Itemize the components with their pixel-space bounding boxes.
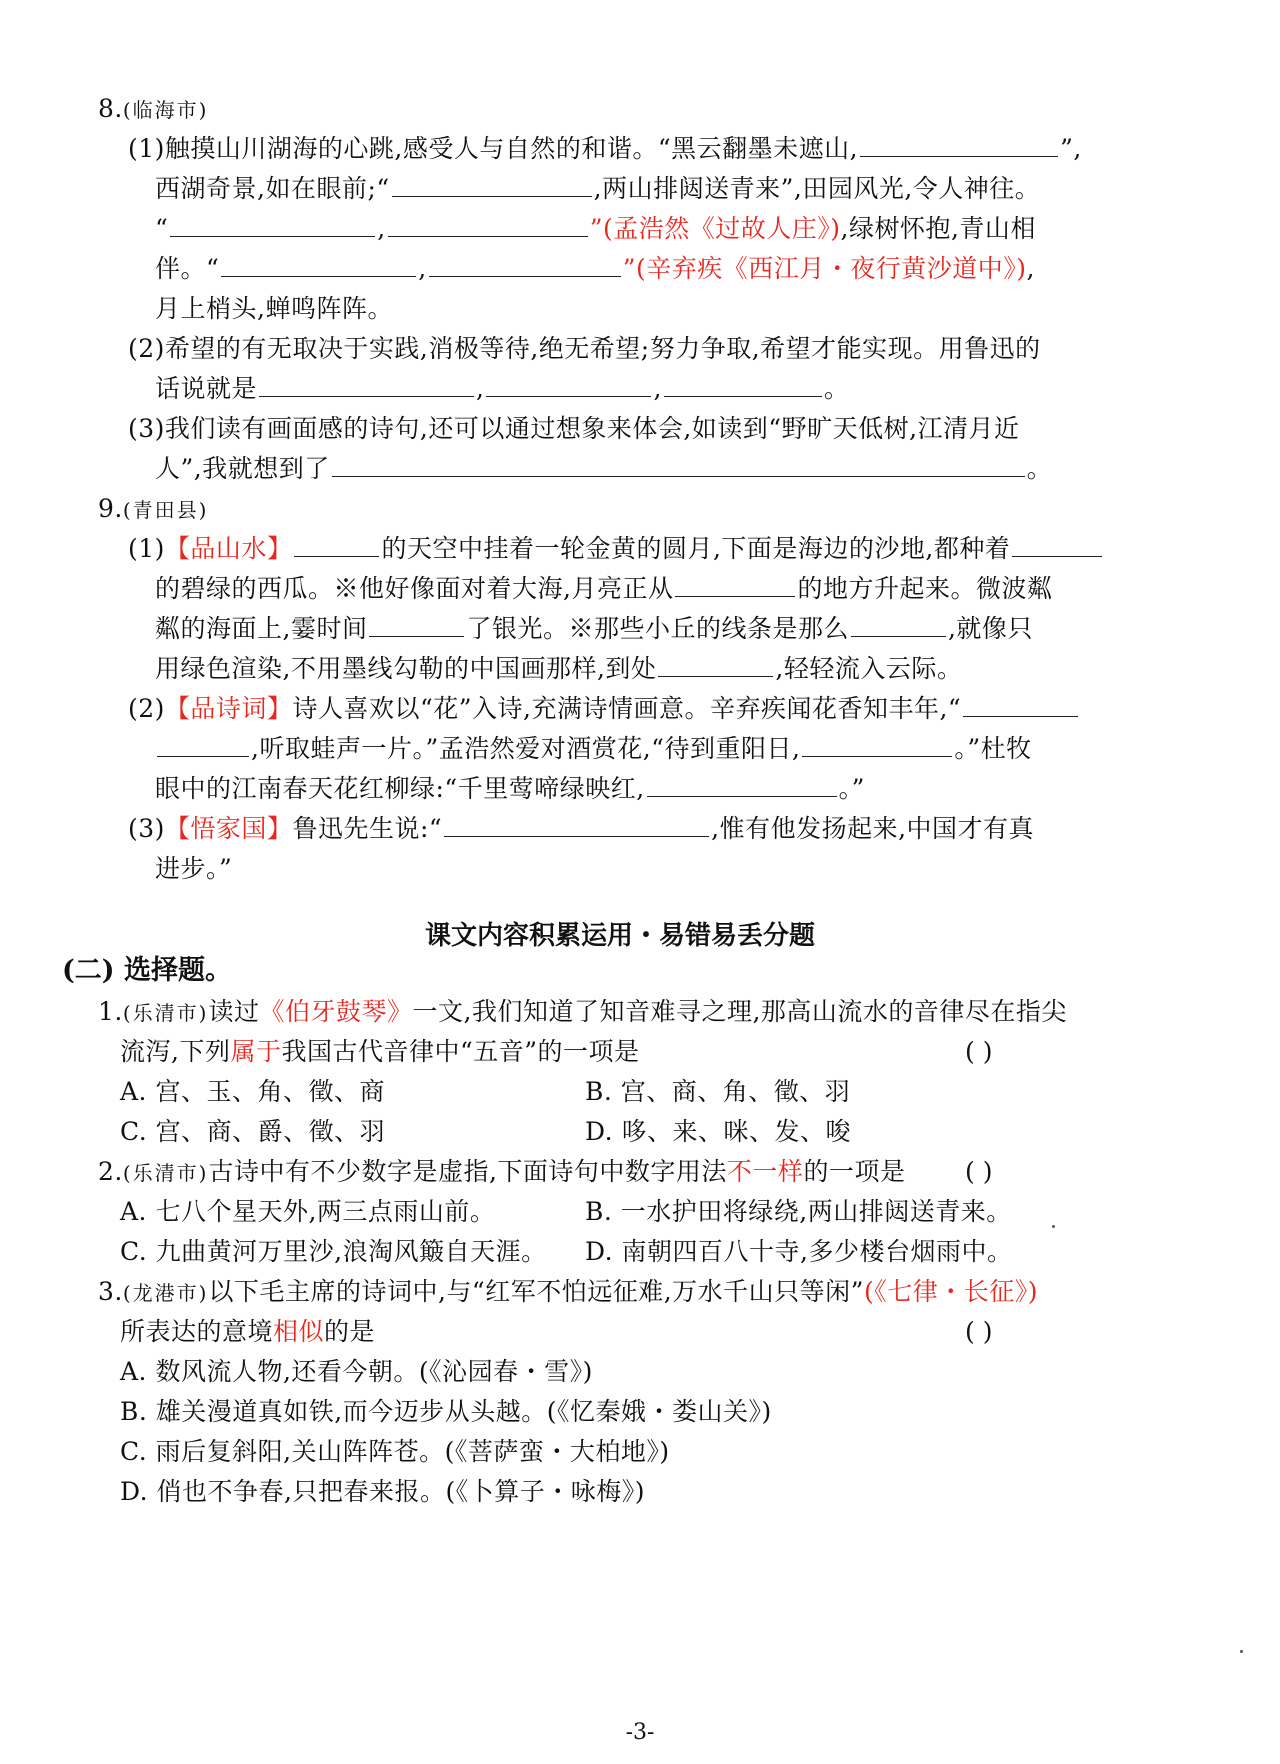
answer-parentheses[interactable]: ( ) bbox=[965, 1037, 993, 1066]
q8-p3-line1: (3)我们读有画面感的诗句,还可以通过想象来体会,如读到“野旷天低树,江清月近 bbox=[128, 414, 1020, 443]
answer-blank[interactable] bbox=[259, 374, 474, 397]
answer-blank[interactable] bbox=[444, 814, 709, 837]
answer-blank[interactable] bbox=[664, 374, 822, 397]
answer-blank[interactable] bbox=[658, 654, 773, 677]
q9-p2-line2: ,听取蛙声一片。”孟浩然爱对酒赏花,“待到重阳日, 。”杜牧 bbox=[155, 732, 1032, 766]
answer-blank[interactable] bbox=[294, 534, 379, 557]
answer-blank[interactable] bbox=[332, 454, 1025, 477]
q9-p1-line3: 粼的海面上,霎时间 了银光。※那些小丘的线条是那么 ,就像只 bbox=[155, 614, 1033, 643]
answer-blank[interactable] bbox=[860, 134, 1058, 157]
q8-p1-line1: (1)触摸山川湖海的心跳,感受人与自然的和谐。“黑云翻墨未遮山, ”, bbox=[128, 134, 1082, 163]
c2-option-b[interactable]: B. 一水护田将绿绕,两山排闼送青来。 bbox=[585, 1197, 1012, 1226]
category-tag: 【品山水】 bbox=[164, 534, 293, 563]
answer-blank[interactable] bbox=[802, 734, 952, 757]
answer-blank[interactable] bbox=[429, 254, 621, 277]
answer-parentheses[interactable]: ( ) bbox=[965, 1157, 993, 1186]
q9-number: 9. bbox=[98, 494, 123, 523]
c2-line1: 2.(乐清市)古诗中有不少数字是虚指,下面诗句中数字用法不一样的一项是 bbox=[98, 1157, 906, 1186]
page-number: -3- bbox=[625, 1720, 655, 1745]
c2-option-d[interactable]: D. 南朝四百八十寺,多少楼台烟雨中。 bbox=[585, 1237, 1013, 1266]
q9-header bbox=[98, 492, 208, 526]
c3-option-c[interactable]: C. 雨后复斜阳,关山阵阵苍。(《菩萨蛮・大柏地》) bbox=[120, 1437, 670, 1466]
q9-p3-line2: 进步。” bbox=[155, 854, 233, 883]
q9-p3-line1: (3)【悟家国】鲁迅先生说:“ ,惟有他发扬起来,中国才有真 bbox=[128, 814, 1035, 843]
q8-p1-line5: 月上梢头,蝉鸣阵阵。 bbox=[155, 294, 393, 323]
q8-p2-line2: 话说就是 , , 。 bbox=[155, 374, 850, 403]
q8-p1-line2: 西湖奇景,如在眼前;“ ,两山排闼送青来”,田园风光,令人神往。 bbox=[155, 174, 1041, 203]
answer-blank[interactable] bbox=[157, 734, 249, 757]
c3-line2: 所表达的意境相似的是 bbox=[120, 1317, 376, 1346]
answer-blank[interactable] bbox=[388, 214, 588, 237]
category-tag: 【悟家国】 bbox=[164, 814, 293, 843]
answer-blank[interactable] bbox=[851, 614, 946, 637]
answer-blank[interactable] bbox=[647, 774, 837, 797]
answer-blank[interactable] bbox=[675, 574, 795, 597]
c1-line2: 流泻,下列属于我国古代音律中“五音”的一项是 bbox=[120, 1037, 640, 1066]
c1-option-c[interactable]: C. 宫、商、爵、徵、羽 bbox=[120, 1117, 386, 1146]
scan-speck bbox=[1052, 1225, 1055, 1228]
q9-region: (青田县) bbox=[122, 498, 209, 522]
answer-blank[interactable] bbox=[486, 374, 651, 397]
c3-option-b[interactable]: B. 雄关漫道真如铁,而今迈步从头越。(《忆秦娥・娄山关》) bbox=[120, 1397, 772, 1426]
q9-p2-line1: (2)【品诗词】诗人喜欢以“花”入诗,充满诗情画意。辛弃疾闻花香知丰年,“ bbox=[128, 692, 1080, 726]
c1-line1: 1.(乐清市)读过《伯牙鼓琴》一文,我们知道了知音难寻之理,那高山流水的音律尽在指尖 bbox=[98, 997, 1067, 1026]
c1-option-d[interactable]: D. 哆、来、咪、发、唆 bbox=[585, 1117, 852, 1146]
q9-p2-line3: 眼中的江南春天花红柳绿:“千里莺啼绿映红, 。” bbox=[155, 774, 865, 803]
scan-speck bbox=[1240, 1650, 1243, 1653]
answer-blank[interactable] bbox=[392, 174, 592, 197]
q8-header bbox=[98, 92, 208, 126]
c2-option-a[interactable]: A. 七八个星天外,两三点雨山前。 bbox=[120, 1197, 496, 1226]
c1-option-b[interactable]: B. 宫、商、角、徵、羽 bbox=[585, 1077, 851, 1106]
q8-p3-line2: 人”,我就想到了 。 bbox=[155, 454, 1053, 483]
answer-blank[interactable] bbox=[963, 694, 1078, 717]
answer-parentheses[interactable]: ( ) bbox=[965, 1317, 993, 1346]
answer-blank[interactable] bbox=[1012, 534, 1102, 557]
poem-source: ”(辛弃疾《西江月・夜行黄沙道中》) bbox=[622, 254, 1027, 283]
c1-option-a[interactable]: A. 宫、玉、角、徵、商 bbox=[120, 1077, 385, 1106]
section-heading: 课文内容积累运用・易错易丢分题 bbox=[424, 921, 815, 951]
q8-p1-line3: “ , ”(孟浩然《过故人庄》),绿树怀抱,青山相 bbox=[155, 214, 1036, 243]
section-title: (二) 选择题。 bbox=[62, 955, 232, 986]
q8-region: (临海市) bbox=[122, 98, 209, 122]
poem-source: ”(孟浩然《过故人庄》) bbox=[589, 214, 841, 243]
answer-blank[interactable] bbox=[369, 614, 464, 637]
q8-p1-line4: 伴。“ , ”(辛弃疾《西江月・夜行黄沙道中》), bbox=[155, 254, 1035, 283]
c2-option-c[interactable]: C. 九曲黄河万里沙,浪淘风簸自天涯。 bbox=[120, 1237, 547, 1266]
category-tag: 【品诗词】 bbox=[164, 694, 293, 723]
q9-p1-line4: 用绿色渲染,不用墨线勾勒的中国画那样,到处 ,轻轻流入云际。 bbox=[155, 654, 963, 683]
q9-p1-line2: 的碧绿的西瓜。※他好像面对着大海,月亮正从 的地方升起来。微波粼 bbox=[155, 574, 1053, 603]
q9-p1-line1: (1)【品山水】 的天空中挂着一轮金黄的圆月,下面是海边的沙地,都种着 bbox=[128, 532, 1104, 566]
q8-p2-line1: (2)希望的有无取决于实践,消极等待,绝无希望;努力争取,希望才能实现。用鲁迅的 bbox=[128, 334, 1041, 363]
c3-option-a[interactable]: A. 数风流人物,还看今朝。(《沁园春・雪》) bbox=[120, 1357, 593, 1386]
c3-option-d[interactable]: D. 俏也不争春,只把春来报。(《卜算子・咏梅》) bbox=[120, 1477, 646, 1506]
answer-blank[interactable] bbox=[170, 214, 375, 237]
answer-blank[interactable] bbox=[221, 254, 416, 277]
q8-number: 8. bbox=[98, 94, 123, 123]
c3-line1: 3.(龙港市)以下毛主席的诗词中,与“红军不怕远征难,万水千山只等闲”(《七律・长征》) bbox=[98, 1277, 1038, 1306]
